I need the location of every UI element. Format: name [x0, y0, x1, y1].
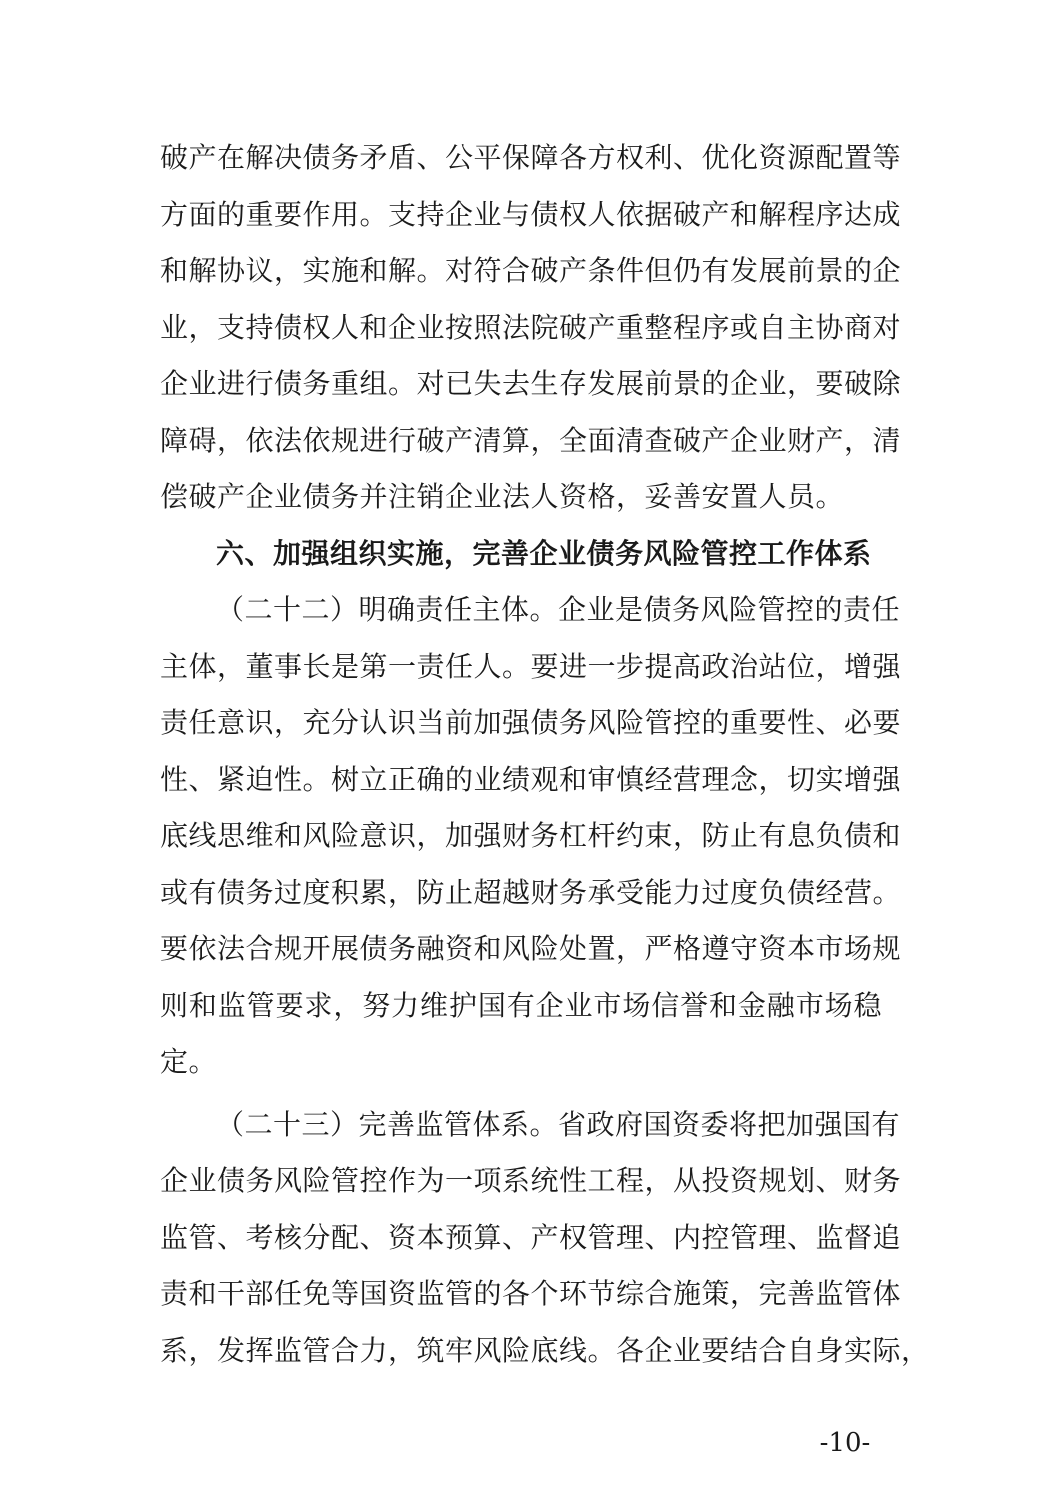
- text-line: 系，发挥监管合力，筑牢风险底线。各企业要结合自身实际，: [160, 1333, 930, 1367]
- text-line: 底线思维和风险意识，加强财务杠杆约束，防止有息负债和: [160, 819, 902, 852]
- paragraph-bankruptcy: [160, 130, 902, 526]
- paragraph-supervision: [160, 1097, 930, 1380]
- text-line: 障碍，依法依规进行破产清算，全面清查破产企业财产，清: [160, 423, 902, 457]
- paragraph-responsibility: [160, 582, 902, 1091]
- text-line: 责任意识，充分认识当前加强债务风险管控的重要性、必要: [160, 706, 902, 739]
- text-line: 企业进行债务重组。对已失去生存发展前景的企业，要破除: [160, 367, 902, 400]
- text-line: 或有债务过度积累，防止超越财务承受能力过度负债经营。: [160, 875, 902, 909]
- text-line: 则和监管要求，努力维护国有企业市场信誉和金融市场稳: [160, 988, 882, 1022]
- text-line: 责和干部任免等国资监管的各个环节综合施策，完善监管体: [160, 1277, 902, 1310]
- text-line: 偿破产企业债务并注销企业法人资格，妥善安置人员。: [160, 480, 845, 513]
- text-line: 主体，董事长是第一责任人。要进一步提高政治站位，增强: [160, 649, 902, 683]
- text-line: （二十三）完善监管体系。省政府国资委将把加强国有: [216, 1107, 901, 1141]
- text-line: 企业债务风险管控作为一项系统性工程，从投资规划、财务: [160, 1164, 902, 1197]
- text-line: 业，支持债权人和企业按照法院破产重整程序或自主协商对: [160, 310, 902, 344]
- body-text: [160, 130, 930, 1379]
- text-line: 要依法合规开展债务融资和风险处置，严格遵守资本市场规: [160, 932, 902, 965]
- section-heading: 六、加强组织实施，完善企业债务风险管控工作体系: [216, 536, 872, 570]
- text-line: （二十二）明确责任主体。企业是债务风险管控的责任: [216, 593, 901, 626]
- text-line: 破产在解决债务矛盾、公平保障各方权利、优化资源配置等: [160, 141, 902, 174]
- text-line: 和解协议，实施和解。对符合破产条件但仍有发展前景的企: [160, 254, 902, 287]
- page-number: -10-: [819, 1428, 871, 1458]
- text-line: 定。: [160, 1045, 218, 1078]
- text-line: 监管、考核分配、资本预算、产权管理、内控管理、监督追: [160, 1220, 902, 1254]
- text-line: 方面的重要作用。支持企业与债权人依据破产和解程序达成: [160, 197, 902, 231]
- text-line: 性、紧迫性。树立正确的业绩观和审慎经营理念，切实增强: [160, 762, 902, 796]
